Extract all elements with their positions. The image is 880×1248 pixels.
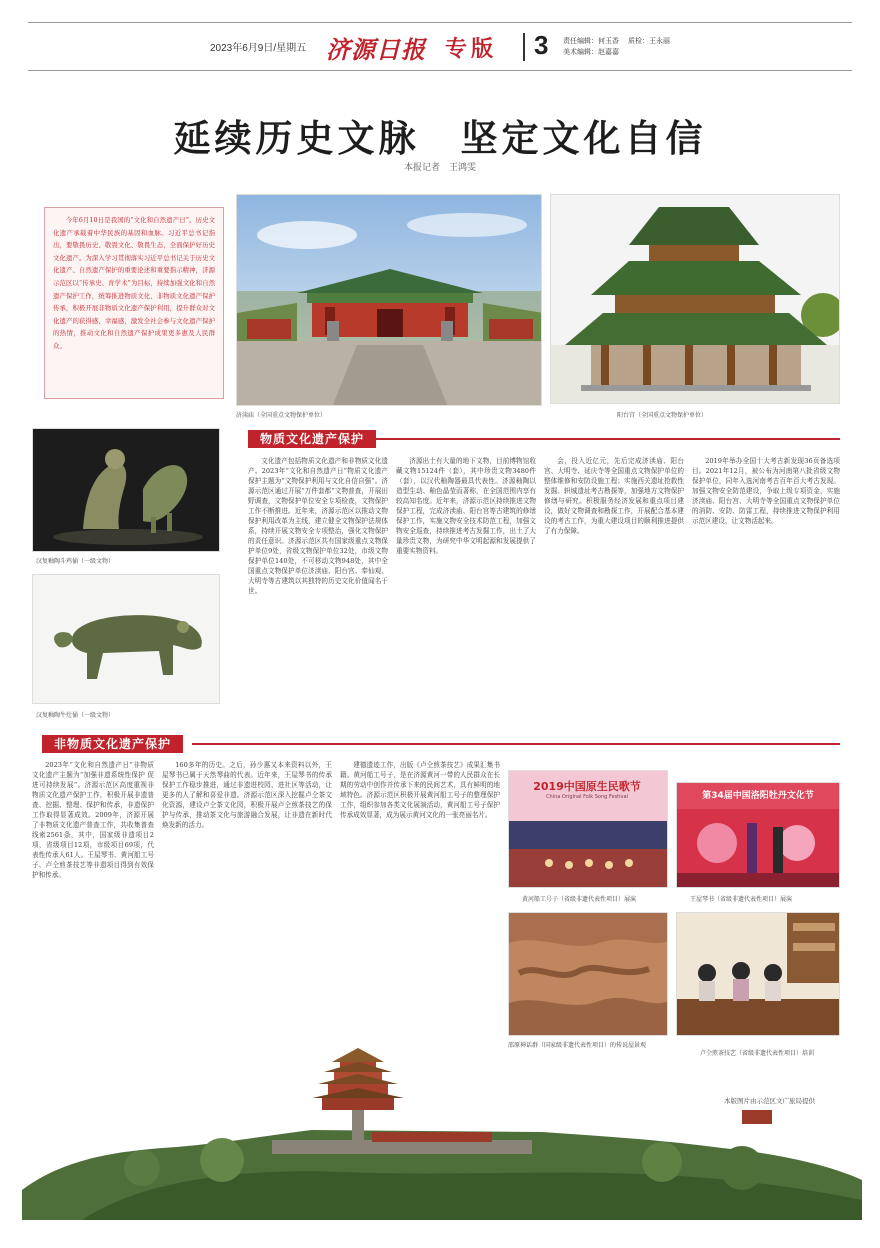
yangtai-palace-photo: [550, 194, 840, 404]
section-name: 专版: [445, 36, 498, 62]
header-bottom-rule: [28, 70, 852, 71]
ceramic-ox-photo: [32, 574, 220, 704]
intangible-col-1: 2023年“文化和自然遗产日”非物质文化遗产主题为“加强非遗系统性保护 促进可持续发展”。济源示范区高度重视非物质文化遗产保护工作，积极开展非遗普查、挖掘、整理、保护和传承，非遗保护工作取得显著成效。2009年，济源开展了非物质文化遗产普查工作，共收集普查线索2561条，其中，国家级非遗项目2项，省级项目12项，市级项目69项，代表性传承人61人。王屋琴书、黄河船工号子、卢仝煎茶技艺等非遗项目得到有效保护和传承。: [32, 761, 154, 879]
caption-festival: 王屋琴书（省级非遗代表性项目）展演: [690, 896, 793, 903]
masthead-logo: 济源日报: [326, 35, 426, 64]
byline: 本报记者 王鸿雯: [403, 163, 476, 173]
page-number: 3: [534, 30, 549, 60]
tangible-col-2: 济源出土有大量的地下文物，目前博物馆收藏文物15124件（套），其中珍贵文物3480件（套），以汉代釉陶器最具代表性。济源釉陶以造型生动、釉色晶莹而著称，在全国范围内享有较高知名度。近年来，济源示范区持续推进文物保护工程，完成济渎庙、阳台宫等古建筑的修缮保护工作，实施文物安全技术防范工程，加强文物安全巡查，持续推进考古发掘工作，出土了大量珍贵文物，为研究中华文明起源和发展提供了重要实物资料。: [396, 457, 536, 555]
proofreader: 质检：王永丽: [628, 38, 670, 45]
tangible-col-4: 2019年举办全国十大考古新发现36页备选项目。2021年12月，被公布为河南第八批省级文物保护单位，同年入选河南考古百年百大考古发现。加强文物安全防范建设，争取上级专项资金，实施济渎庙、阳台宫、大明寺等全国重点文物保护单位的消防、安防、防雷工程，持续推进文物保护利用示范区建设，让文物活起来。: [692, 457, 840, 525]
section-tangible-header: [248, 430, 840, 448]
caption-tea: 卢仝煎茶技艺（省级非遗代表性项目）培训: [700, 1050, 815, 1057]
caption-jidu: 济渎庙（全国重点文物保护单位）: [236, 412, 327, 419]
photo-credit: 本版图片由示范区文广旅局提供: [724, 1097, 815, 1105]
section-tangible-title: 物质文化遗产保护: [248, 430, 376, 448]
article-title: 延续历史文脉 坚定文化自信: [173, 116, 707, 160]
section-intangible-rule: [192, 743, 840, 745]
song-banner-title: 2019中国原生民歌节: [533, 780, 641, 793]
section-intangible-header: [42, 735, 840, 753]
ceramic-cockfight-photo: [32, 428, 220, 552]
bottom-landscape-photo: [22, 1040, 862, 1220]
caption-ceramic2: 汉复釉陶牛灶俑（一级文物）: [36, 712, 115, 719]
rock-landscape-photo: [508, 912, 668, 1036]
header-top-rule: [28, 22, 852, 23]
editor-credits: [563, 36, 619, 58]
tangible-col-1: 文化遗产包括物质文化遗产和非物质文化遗产。2023年“文化和自然遗产日”物质文化遗产保护主题为“文物保护利用与文化自信自强”。济源示范区通过开展“万件套都”文物普查，开展田野调查，文物保护单位安全专项检查，文物保护工作不断推进。近年来，济源示范区以推动文物保护利用改革为主线，建立健全文物保护法规体系，持续开展文物安全专项整治，强化文物保护的责任意识。济源示范区共有国家级重点文物保护单位9处，省级文物保护单位32处，市级文物保护单位140处，不可移动文物948处，其中全国重点文物保护单位济渎庙、阳台宫、奉仙观、大明寺等古建筑以其独特的历史文化价值闻名于世。: [248, 457, 388, 595]
caption-song: 黄河船工号子（省级非遗代表性项目）展演: [522, 896, 637, 903]
caption-rock: 邵原神话群（国家级非遗代表性项目）的传说屋景观: [508, 1042, 647, 1049]
issue-date: 2023年6月9日/星期五: [210, 43, 307, 54]
section-tangible-rule: [376, 438, 840, 440]
jidu-temple-photo: [236, 194, 542, 406]
header-divider: [523, 33, 525, 61]
editor: 责任编辑：何玉香: [563, 38, 619, 45]
tangible-col-3: 会，投入近亿元，先后完成济渎庙、阳台宫、大明寺、延庆寺等全国重点文物保护单位的整体维修和安防设施工程；实施西关遗址抢救性发掘、轵城遗址考古勘探等，加强地方文物保护修缮与研究。积极服务经济发展和重点项目建设，做好文物调查和勘探工作，开展配合基本建设的考古工作，为重大建设项目的顺利推进提供了有力保障。: [544, 457, 684, 535]
song-banner-en: China Original Folk Song Festival: [546, 794, 628, 800]
caption-yangtai: 阳台宫（全国重点文物保护单位）: [617, 412, 708, 419]
tea-training-photo: [676, 912, 840, 1036]
caption-ceramic1: 汉复釉陶斗鸡俑（一级文物）: [36, 558, 115, 565]
lead-box: 今年6月10日是我国的“文化和自然遗产日”。历史文化遗产承载着中华民族的基因和血脉。习近平总书记指出，要敬畏历史、敬畏文化、敬畏生态，全面保护好历史文化遗产。为深入学习贯彻落实习近平总书记关于历史文化遗产、自然遗产保护的重要论述和重要指示精神，济源示范区以“传承史、育学术”为目标，持续加强文化和自然遗产保护工作，统筹推进物质文化、非物质文化遗产保护传承，积极开展非物质文化遗产保护利用，提升群众对文化遗产的获得感、幸福感，激发全社会参与文化遗产保护的热情，推动文化和自然遗产保护成果更多惠及人民群众。: [44, 207, 224, 399]
intangible-col-2: 160多年的历史。之后，孙少惠又本来资料以外，王屋琴书已属于天然琴曲的代表。近年来，王屋琴书的传承保护工作稳步推进，通过非遗进校园、进社区等活动，让更多的人了解和喜爱非遗。济源示范区深入挖掘卢仝茶文化资源，建设卢仝茶文化园，积极开展卢仝煎茶技艺的保护与传承，推动茶文化与旅游融合发展，让非遗在新时代焕发新的活力。: [162, 761, 332, 829]
art-editor: 美术编辑：赵嘉嘉: [563, 49, 619, 56]
intangible-col-3: 建德遗迹工作，出版《卢仝煎茶技艺》成果汇集书籍。黄河船工号子，是在济源黄河一带的人民群众在长期的劳动中创作并传承下来的民间艺术，具有鲜明的地域特色。济源示范区积极开展黄河船工号子的整理保护工作，组织参加各类文化展演活动，黄河船工号子保护传承成效显著，成为展示黄河文化的一张亮丽名片。: [340, 761, 500, 819]
festival-banner-title: 第34届中国洛阳牡丹文化节: [702, 791, 814, 801]
section-intangible-title: 非物质文化遗产保护: [42, 735, 183, 753]
